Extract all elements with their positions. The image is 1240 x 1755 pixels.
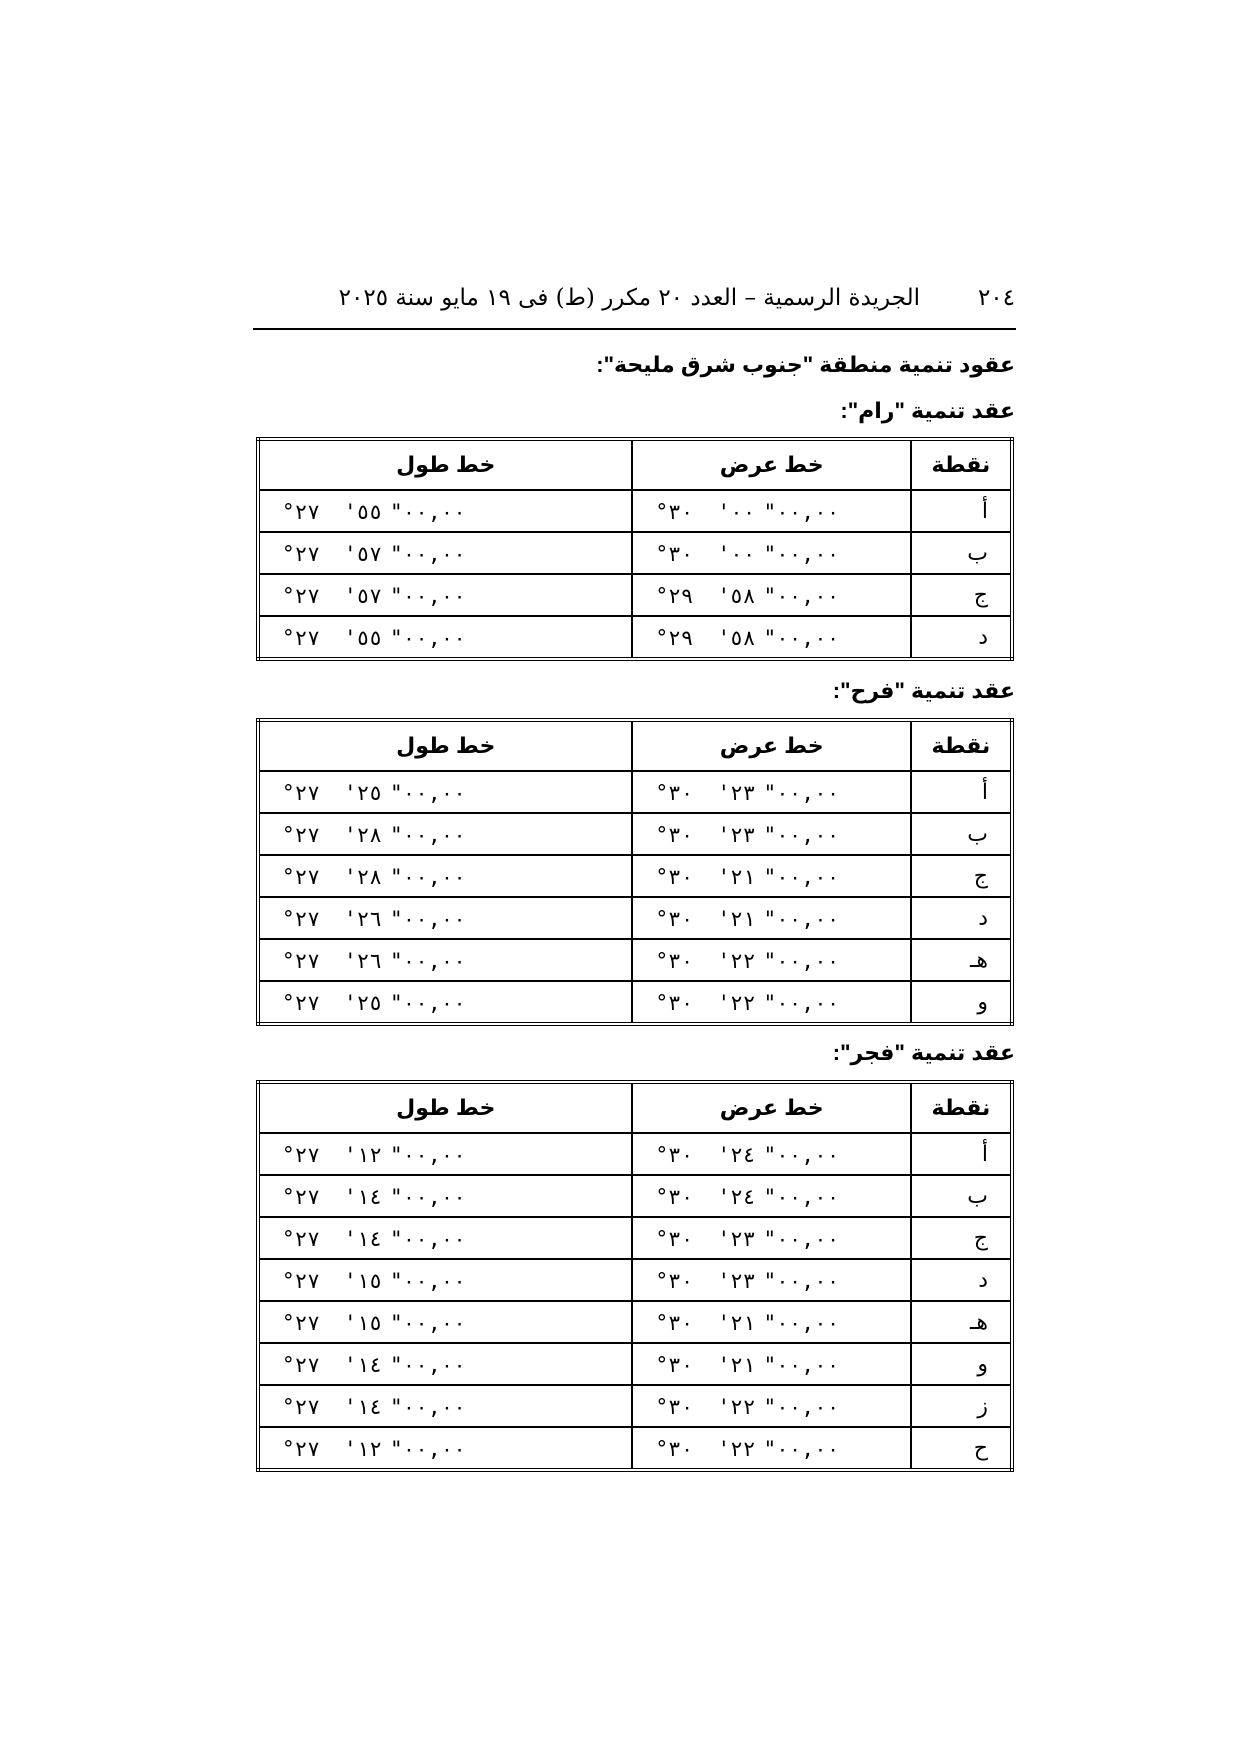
point-label: ج [911, 574, 1012, 616]
lat-minutes: ٢٢' [717, 991, 756, 1015]
table-row [258, 1343, 1012, 1385]
lon-minutes: ٥٧' [344, 584, 382, 608]
table-row [258, 1175, 1012, 1217]
table-row [258, 532, 1012, 574]
lat-degrees: ٣٠° [655, 991, 694, 1015]
point-label: أ [911, 1133, 1012, 1175]
lon-degrees: ٢٧° [282, 626, 320, 650]
lon-degrees: ٢٧° [282, 500, 320, 524]
table-row [258, 981, 1012, 1024]
lon-seconds: ٠٠,٠٠" [390, 542, 466, 566]
lat-degrees: ٢٩° [655, 584, 694, 608]
point-label: د [911, 616, 1012, 659]
point-label: ج [911, 855, 1012, 897]
lat-degrees: ٣٠° [655, 1437, 694, 1461]
lat-minutes: ٢١' [717, 1353, 756, 1377]
lat-seconds: ٠٠,٠٠" [763, 907, 840, 931]
longitude-cell [258, 1427, 632, 1470]
lat-seconds: ٠٠,٠٠" [763, 1143, 840, 1167]
lon-degrees: ٢٧° [282, 1269, 320, 1293]
header-latitude: خط عرض [632, 1082, 910, 1133]
longitude-cell [258, 897, 632, 939]
lon-seconds: ٠٠,٠٠" [390, 865, 466, 889]
lon-degrees: ٢٧° [282, 823, 320, 847]
longitude-cell [258, 1343, 632, 1385]
latitude-cell [632, 939, 910, 981]
lon-seconds: ٠٠,٠٠" [390, 907, 466, 931]
latitude-cell [632, 1259, 910, 1301]
lon-degrees: ٢٧° [282, 584, 320, 608]
table-row [258, 1133, 1012, 1175]
table-row [258, 771, 1012, 813]
lon-degrees: ٢٧° [282, 1395, 320, 1419]
lon-seconds: ٠٠,٠٠" [390, 1311, 466, 1335]
lat-seconds: ٠٠,٠٠" [763, 865, 840, 889]
longitude-cell [258, 981, 632, 1024]
lat-seconds: ٠٠,٠٠" [763, 781, 840, 805]
lon-seconds: ٠٠,٠٠" [390, 584, 466, 608]
table-row [258, 897, 1012, 939]
latitude-cell [632, 855, 910, 897]
lat-minutes: ٢٤' [717, 1143, 756, 1167]
lat-minutes: ٢٣' [717, 823, 756, 847]
lon-minutes: ٢٥' [344, 781, 382, 805]
point-label: ب [911, 1175, 1012, 1217]
header-latitude: خط عرض [632, 439, 910, 490]
lat-degrees: ٢٩° [655, 626, 694, 650]
lat-degrees: ٣٠° [655, 1269, 694, 1293]
lat-degrees: ٣٠° [655, 907, 694, 931]
header-longitude: خط طول [258, 439, 632, 490]
lon-minutes: ٥٥' [344, 500, 382, 524]
point-label: و [911, 981, 1012, 1024]
header-longitude: خط طول [258, 1082, 632, 1133]
table-row [258, 1301, 1012, 1343]
point-label: هـ [911, 1301, 1012, 1343]
lat-seconds: ٠٠,٠٠" [763, 1185, 840, 1209]
lat-minutes: ٠٠' [717, 500, 756, 524]
page-header [255, 285, 1015, 321]
lat-minutes: ٢٤' [717, 1185, 756, 1209]
lon-minutes: ١٤' [344, 1395, 382, 1419]
lat-minutes: ٠٠' [717, 542, 756, 566]
longitude-cell [258, 855, 632, 897]
lon-minutes: ١٤' [344, 1185, 382, 1209]
lon-seconds: ٠٠,٠٠" [390, 1269, 466, 1293]
lon-degrees: ٢٧° [282, 1353, 320, 1377]
longitude-cell [258, 532, 632, 574]
header-longitude: خط طول [258, 720, 632, 771]
lat-seconds: ٠٠,٠٠" [763, 1311, 840, 1335]
latitude-cell [632, 981, 910, 1024]
lat-seconds: ٠٠,٠٠" [763, 1269, 840, 1293]
lat-seconds: ٠٠,٠٠" [763, 1353, 840, 1377]
latitude-cell [632, 1133, 910, 1175]
lat-degrees: ٣٠° [655, 1353, 694, 1377]
lon-seconds: ٠٠,٠٠" [390, 1185, 466, 1209]
lon-minutes: ٢٨' [344, 823, 382, 847]
point-label: د [911, 1259, 1012, 1301]
point-label: د [911, 897, 1012, 939]
latitude-cell [632, 1385, 910, 1427]
lon-minutes: ٢٥' [344, 991, 382, 1015]
latitude-cell [632, 813, 910, 855]
coordinates-table-fajr [256, 1080, 1014, 1472]
longitude-cell [258, 574, 632, 616]
latitude-cell [632, 574, 910, 616]
lat-minutes: ٢٣' [717, 1227, 756, 1251]
table-row [258, 939, 1012, 981]
lat-seconds: ٠٠,٠٠" [763, 626, 840, 650]
point-label: ح [911, 1427, 1012, 1470]
coordinates-table-ram [256, 437, 1014, 661]
header-point: نقطة [911, 720, 1012, 771]
lat-seconds: ٠٠,٠٠" [763, 1227, 840, 1251]
lat-minutes: ٥٨' [717, 626, 756, 650]
table-row [258, 813, 1012, 855]
point-label: ب [911, 532, 1012, 574]
lon-seconds: ٠٠,٠٠" [390, 991, 466, 1015]
coordinates-table-farah [256, 718, 1014, 1026]
table-title-farah: عقد تنمية "فرح": [832, 678, 1015, 703]
longitude-cell [258, 813, 632, 855]
lat-seconds: ٠٠,٠٠" [763, 1395, 840, 1419]
lon-degrees: ٢٧° [282, 1227, 320, 1251]
lat-degrees: ٣٠° [655, 1311, 694, 1335]
lon-seconds: ٠٠,٠٠" [390, 500, 466, 524]
lon-seconds: ٠٠,٠٠" [390, 1353, 466, 1377]
lat-degrees: ٣٠° [655, 823, 694, 847]
lat-degrees: ٣٠° [655, 949, 694, 973]
lon-minutes: ١٤' [344, 1227, 382, 1251]
lat-degrees: ٣٠° [655, 1227, 694, 1251]
point-label: أ [911, 490, 1012, 532]
lat-minutes: ٢١' [717, 907, 756, 931]
lat-degrees: ٣٠° [655, 781, 694, 805]
latitude-cell [632, 1175, 910, 1217]
longitude-cell [258, 1133, 632, 1175]
lon-minutes: ١٥' [344, 1269, 382, 1293]
lat-minutes: ٢٢' [717, 1395, 756, 1419]
point-label: ج [911, 1217, 1012, 1259]
longitude-cell [258, 1301, 632, 1343]
lat-degrees: ٣٠° [655, 1185, 694, 1209]
table-header-row [258, 439, 1012, 490]
lon-degrees: ٢٧° [282, 865, 320, 889]
lat-minutes: ٢١' [717, 865, 756, 889]
page-number: ٢٠٤ [977, 285, 1015, 311]
lat-minutes: ٢٢' [717, 949, 756, 973]
lon-seconds: ٠٠,٠٠" [390, 626, 466, 650]
lon-seconds: ٠٠,٠٠" [390, 1143, 466, 1167]
lat-seconds: ٠٠,٠٠" [763, 949, 840, 973]
lon-seconds: ٠٠,٠٠" [390, 1227, 466, 1251]
latitude-cell [632, 616, 910, 659]
lon-minutes: ١٢' [344, 1437, 382, 1461]
lon-degrees: ٢٧° [282, 781, 320, 805]
point-label: ز [911, 1385, 1012, 1427]
table-row [258, 1217, 1012, 1259]
table-row [258, 1427, 1012, 1470]
lon-minutes: ٢٦' [344, 907, 382, 931]
lon-seconds: ٠٠,٠٠" [390, 1395, 466, 1419]
lon-seconds: ٠٠,٠٠" [390, 781, 466, 805]
longitude-cell [258, 1259, 632, 1301]
table-row [258, 616, 1012, 659]
lon-degrees: ٢٧° [282, 991, 320, 1015]
latitude-cell [632, 1427, 910, 1470]
latitude-cell [632, 771, 910, 813]
lat-seconds: ٠٠,٠٠" [763, 1437, 840, 1461]
longitude-cell [258, 771, 632, 813]
lat-seconds: ٠٠,٠٠" [763, 584, 840, 608]
latitude-cell [632, 532, 910, 574]
latitude-cell [632, 1343, 910, 1385]
lon-minutes: ٢٦' [344, 949, 382, 973]
lat-seconds: ٠٠,٠٠" [763, 500, 840, 524]
lat-minutes: ٥٨' [717, 584, 756, 608]
point-label: و [911, 1343, 1012, 1385]
lon-minutes: ٥٥' [344, 626, 382, 650]
lon-degrees: ٢٧° [282, 1311, 320, 1335]
table-row [258, 574, 1012, 616]
lon-minutes: ٢٨' [344, 865, 382, 889]
gazette-title: الجريدة الرسمية – العدد ٢٠ مكرر (ط) فى ١٩ مايو سنة ٢٠٢٥ [338, 285, 920, 311]
lat-seconds: ٠٠,٠٠" [763, 823, 840, 847]
latitude-cell [632, 1217, 910, 1259]
lat-degrees: ٣٠° [655, 500, 694, 524]
latitude-cell [632, 490, 910, 532]
header-divider [253, 328, 1016, 330]
lat-seconds: ٠٠,٠٠" [763, 542, 840, 566]
point-label: هـ [911, 939, 1012, 981]
lon-degrees: ٢٧° [282, 907, 320, 931]
header-point: نقطة [911, 439, 1012, 490]
lat-degrees: ٣٠° [655, 542, 694, 566]
table-row [258, 1385, 1012, 1427]
lon-degrees: ٢٧° [282, 542, 320, 566]
point-label: ب [911, 813, 1012, 855]
table-header-row [258, 1082, 1012, 1133]
lon-degrees: ٢٧° [282, 1143, 320, 1167]
table-row [258, 855, 1012, 897]
lon-minutes: ١٥' [344, 1311, 382, 1335]
table-header-row [258, 720, 1012, 771]
lon-minutes: ١٤' [344, 1353, 382, 1377]
longitude-cell [258, 616, 632, 659]
table-row [258, 1259, 1012, 1301]
lon-minutes: ١٢' [344, 1143, 382, 1167]
lon-degrees: ٢٧° [282, 1437, 320, 1461]
lat-minutes: ٢١' [717, 1311, 756, 1335]
lat-minutes: ٢٣' [717, 1269, 756, 1293]
lat-degrees: ٣٠° [655, 1395, 694, 1419]
longitude-cell [258, 1385, 632, 1427]
lat-minutes: ٢٢' [717, 1437, 756, 1461]
longitude-cell [258, 1175, 632, 1217]
longitude-cell [258, 939, 632, 981]
longitude-cell [258, 490, 632, 532]
table-row [258, 490, 1012, 532]
section-title: عقود تنمية منطقة "جنوب شرق مليحة": [596, 352, 1015, 377]
point-label: أ [911, 771, 1012, 813]
latitude-cell [632, 1301, 910, 1343]
table-title-fajr: عقد تنمية "فجر": [832, 1040, 1015, 1065]
lon-degrees: ٢٧° [282, 949, 320, 973]
latitude-cell [632, 897, 910, 939]
lon-seconds: ٠٠,٠٠" [390, 949, 466, 973]
lat-degrees: ٣٠° [655, 1143, 694, 1167]
header-latitude: خط عرض [632, 720, 910, 771]
lon-minutes: ٥٧' [344, 542, 382, 566]
lon-seconds: ٠٠,٠٠" [390, 823, 466, 847]
header-point: نقطة [911, 1082, 1012, 1133]
lat-seconds: ٠٠,٠٠" [763, 991, 840, 1015]
longitude-cell [258, 1217, 632, 1259]
lat-degrees: ٣٠° [655, 865, 694, 889]
lat-minutes: ٢٣' [717, 781, 756, 805]
lon-degrees: ٢٧° [282, 1185, 320, 1209]
table-title-ram: عقد تنمية "رام": [840, 398, 1015, 423]
lon-seconds: ٠٠,٠٠" [390, 1437, 466, 1461]
